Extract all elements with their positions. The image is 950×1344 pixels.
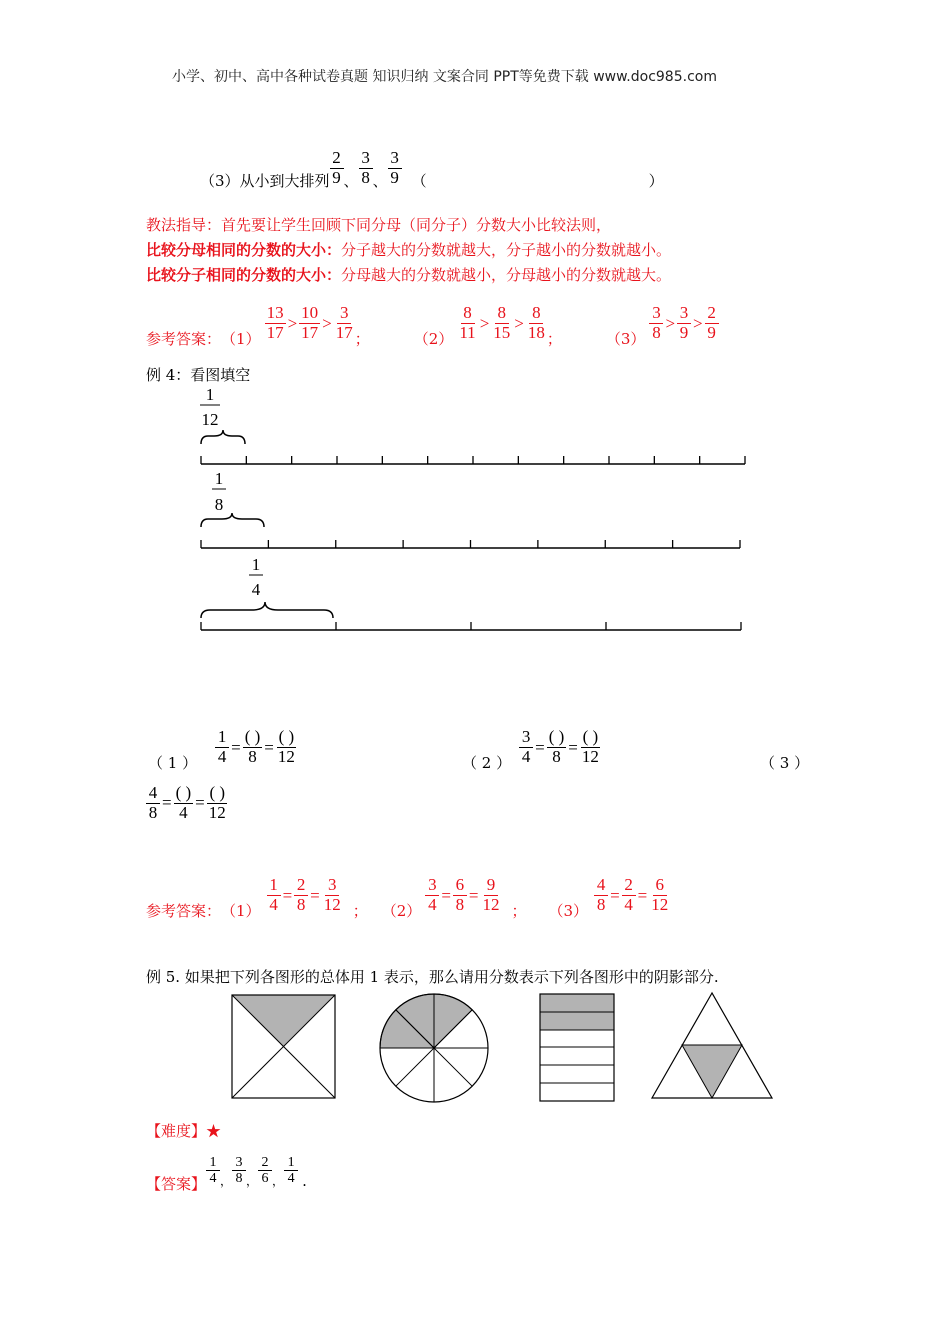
teaching-line-2: 比较分母相同的分数的大小：分子越大的分数就越大，分子越小的分数就越小。: [146, 241, 672, 259]
ex4-title: 例 4：看图填空: [146, 366, 251, 384]
a1-f1: $\frac{13}{17}$: [266, 303, 284, 342]
eq3-f2[interactable]: $\frac{( )}{4}$: [175, 783, 192, 822]
q3-frac-1: $\frac{2}{9}$: [330, 149, 344, 187]
rectangle-shape: [540, 994, 614, 1101]
answer2-p1: （1）: [221, 902, 261, 920]
a1-f4: $\frac{8}{11}$: [459, 303, 476, 342]
star-icon: ★: [206, 1122, 222, 1140]
page-header: 小学、初中、高中各种试卷真题 知识归纳 文案合同 PPT等免费下载 www.doc985.com: [172, 69, 717, 85]
line3-label-num: 1: [251, 555, 261, 574]
answer2-p2: （2）: [381, 902, 422, 920]
line1-ticks: [201, 456, 745, 464]
difficulty: [146, 1120, 221, 1141]
q3-frac-2: $\frac{3}{8}$: [359, 149, 373, 187]
a1-f2: $\frac{10}{17}$: [301, 303, 319, 342]
a1-f8: $\frac{3}{9}$: [677, 304, 691, 342]
a2-f5: $\frac{6}{8}$: [453, 876, 467, 914]
number-line-eighths: [201, 469, 740, 548]
line2-label-den: 8: [214, 495, 224, 514]
number-line-twelfths: [200, 385, 745, 464]
ex4-eq-3: [146, 784, 228, 822]
eq-sign: =: [282, 885, 293, 905]
answer2-p3: （3）: [548, 902, 589, 920]
eq2-f1: $\frac{3}{4}$: [519, 728, 533, 766]
a2-f9: $\frac{6}{12}$: [651, 875, 669, 914]
a1-f3: $\frac{3}{17}$: [335, 303, 353, 342]
a1-f9: $\frac{2}{9}$: [705, 304, 719, 342]
line3-ticks: [201, 622, 741, 630]
gt-sign: >: [287, 313, 298, 333]
eq-sign: =: [637, 885, 648, 905]
a2-f2: $\frac{2}{8}$: [294, 876, 308, 914]
a2-f6: $\frac{9}{12}$: [482, 875, 500, 914]
line1-label-den: 12: [201, 410, 219, 429]
a2-f1: $\frac{1}{4}$: [267, 876, 281, 914]
eq-sign: =: [195, 793, 205, 813]
ex5-answer: [146, 1147, 307, 1194]
line2-ticks: [201, 540, 740, 548]
eq3-f1: $\frac{4}{8}$: [146, 784, 160, 822]
triangle-shape: [652, 993, 772, 1098]
line2-brace: [201, 513, 264, 527]
circle-shape: [380, 994, 488, 1102]
answer-blank-open: （: [411, 172, 427, 190]
ex5-f4: $\frac{1}{4}$: [284, 1155, 298, 1187]
answer1-p3: （3）: [605, 330, 646, 348]
number-lines-figure: [190, 380, 760, 640]
line3-label-den: 4: [251, 580, 261, 599]
a2-f3: $\frac{3}{12}$: [323, 875, 341, 914]
line3-brace: [201, 602, 333, 618]
a2-f7: $\frac{4}{8}$: [594, 876, 608, 914]
triangle-shaded-part: [682, 1045, 742, 1098]
q3-frac-3: $\frac{3}{9}$: [388, 149, 402, 187]
answer1-p1: （1）: [221, 330, 261, 348]
q2-label: （ 2 ）: [462, 754, 512, 772]
eq-sign: =: [535, 737, 545, 757]
eq-sign: =: [568, 737, 578, 757]
answer2: [146, 870, 670, 921]
ex5-f2: $\frac{3}{8}$: [232, 1155, 246, 1187]
eq2-f3[interactable]: $\frac{( )}{12}$: [581, 727, 599, 766]
eq-sign: =: [468, 885, 479, 905]
answer1-p2: （2）: [413, 330, 454, 348]
eq-sign: =: [162, 793, 172, 813]
a2-f8: $\frac{2}{4}$: [622, 876, 636, 914]
q3-sep: 、: [372, 172, 388, 190]
square-shaded-part: [232, 995, 335, 1046]
square-shape: [232, 995, 335, 1098]
a1-f6: $\frac{8}{18}$: [527, 303, 545, 342]
eq-sign: =: [610, 885, 620, 905]
comma: ，: [246, 1174, 259, 1188]
eq1-f3[interactable]: $\frac{( )}{12}$: [277, 727, 295, 766]
line2-label-num: 1: [214, 469, 224, 488]
a1-f5: $\frac{8}{15}$: [493, 303, 511, 342]
number-line-quarters: [201, 555, 741, 630]
shapes-figure: [220, 990, 780, 1105]
q1-label: （ 1 ）: [148, 754, 198, 772]
teaching-line-3: 比较分子相同的分数的大小：分母越大的分数就越小，分母越小的分数就越大。: [146, 266, 672, 284]
answer2-label: 参考答案：: [146, 902, 222, 920]
answer1-sep: ；: [546, 330, 562, 348]
line1-label-num: 1: [205, 385, 215, 404]
eq2-f2[interactable]: $\frac{( )}{8}$: [548, 727, 565, 766]
ex4-eq-2: [462, 722, 601, 773]
period: .: [302, 1171, 307, 1190]
q3-label: （3）从小到大排列: [200, 172, 330, 190]
answer-label: 【答案】: [146, 1175, 207, 1193]
answer1: [146, 298, 719, 349]
eq-sign: =: [441, 885, 451, 905]
comma: ，: [220, 1174, 233, 1188]
answer-blank-close: ）: [648, 172, 664, 190]
line1-brace: [201, 430, 245, 444]
eq-sign: =: [264, 737, 274, 757]
answer1-label: 参考答案：: [146, 330, 222, 348]
difficulty-label: 【难度】: [146, 1122, 207, 1140]
eq-sign: =: [231, 737, 241, 757]
ex4-eq-1: [148, 722, 297, 773]
gt-sign: >: [322, 313, 332, 333]
q3-ordering: [200, 146, 664, 191]
eq1-f1: $\frac{1}{4}$: [215, 728, 229, 766]
a2-f4: $\frac{3}{4}$: [425, 876, 439, 914]
q3-sep: 、: [343, 172, 359, 190]
a1-f7: $\frac{3}{8}$: [649, 304, 663, 342]
ex5-title: 例 5. 如果把下列各图形的总体用 1 表示，那么请用分数表示下列各图形中的阴影部分.: [146, 968, 719, 986]
gt-sign: >: [665, 313, 676, 333]
eq1-f2[interactable]: $\frac{( )}{8}$: [244, 727, 261, 766]
gt-sign: >: [693, 313, 703, 333]
ex5-f3: $\frac{2}{6}$: [258, 1155, 272, 1187]
gt-sign: >: [514, 313, 524, 333]
eq3-f3[interactable]: $\frac{( )}{12}$: [208, 783, 226, 822]
answer2-sep: ；: [511, 902, 527, 920]
comma: ，: [272, 1174, 285, 1188]
eq-sign: =: [310, 885, 320, 905]
q3-label: （ 3 ）: [760, 754, 810, 772]
answer2-sep: ；: [352, 902, 368, 920]
teaching-line-1: 教法指导：首先要让学生回顾下同分母（同分子）分数大小比较法则，: [146, 216, 612, 234]
answer1-sep: ；: [354, 330, 370, 348]
gt-sign: >: [479, 313, 490, 333]
circle-shaded-sector: [434, 994, 472, 1048]
ex5-f1: $\frac{1}{4}$: [206, 1155, 220, 1187]
